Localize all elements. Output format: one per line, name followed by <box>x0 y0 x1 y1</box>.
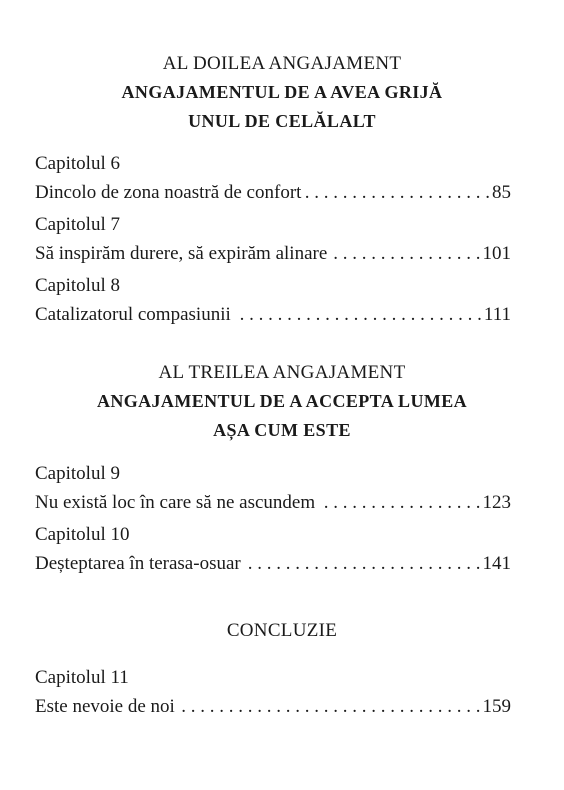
chapter-title: Catalizatorul compasiunii <box>35 304 231 325</box>
part-title-line-2: UNUL DE CELĂLALT <box>188 111 376 131</box>
part-title-line-1: ANGAJAMENTUL DE A ACCEPTA LUMEA <box>96 391 468 411</box>
page-number: 85 <box>492 182 511 203</box>
toc-entry <box>35 150 511 207</box>
page-number: 123 <box>482 492 511 513</box>
part-label: AL DOILEA ANGAJAMENT <box>162 53 402 74</box>
chapter-label: Capitolul 10 <box>35 524 130 545</box>
chapter-label: Capitolul 7 <box>35 214 120 235</box>
dot-leader <box>319 488 480 517</box>
toc-entry <box>35 211 511 268</box>
toc-line[interactable] <box>35 692 511 721</box>
page-number: 141 <box>482 553 511 574</box>
toc-line[interactable] <box>35 239 511 268</box>
toc-line[interactable] <box>35 549 511 578</box>
toc-entries-conclusion <box>35 664 511 725</box>
part-label: CONCLUZIE <box>226 620 338 641</box>
page-number: 101 <box>482 243 511 264</box>
dot-leader <box>331 239 480 268</box>
section-header-conclusion <box>0 617 564 645</box>
dot-leader <box>235 300 482 329</box>
chapter-label: Capitolul 9 <box>35 463 120 484</box>
toc-entry <box>35 521 511 578</box>
toc-entry <box>35 664 511 721</box>
section-header-second-commitment <box>0 50 564 136</box>
chapter-label: Capitolul 6 <box>35 153 120 174</box>
toc-entry <box>35 272 511 329</box>
chapter-label: Capitolul 8 <box>35 275 120 296</box>
chapter-label: Capitolul 11 <box>35 667 129 688</box>
toc-entries-third-commitment <box>35 460 511 582</box>
dot-leader <box>305 178 490 207</box>
part-label: AL TREILEA ANGAJAMENT <box>158 362 406 383</box>
part-title-line-1: ANGAJAMENTUL DE A AVEA GRIJĂ <box>121 82 443 102</box>
chapter-title: Dincolo de zona noastră de confort <box>35 182 302 203</box>
chapter-title: Este nevoie de noi <box>35 696 175 717</box>
toc-entry <box>35 460 511 517</box>
toc-line[interactable] <box>35 488 511 517</box>
toc-line[interactable] <box>35 300 511 329</box>
toc-line[interactable] <box>35 178 511 207</box>
page-number: 159 <box>482 696 511 717</box>
dot-leader <box>179 692 481 721</box>
dot-leader <box>245 549 481 578</box>
section-header-third-commitment <box>0 359 564 445</box>
page-number: 111 <box>483 304 511 325</box>
chapter-title: Să inspirăm durere, să expirăm alinare <box>35 243 328 264</box>
toc-entries-second-commitment <box>35 150 511 333</box>
part-title-line-2: AȘA CUM ESTE <box>213 420 351 440</box>
chapter-title: Nu există loc în care să ne ascundem <box>35 492 316 513</box>
chapter-title: Deșteptarea în terasa-osuar <box>35 553 241 574</box>
